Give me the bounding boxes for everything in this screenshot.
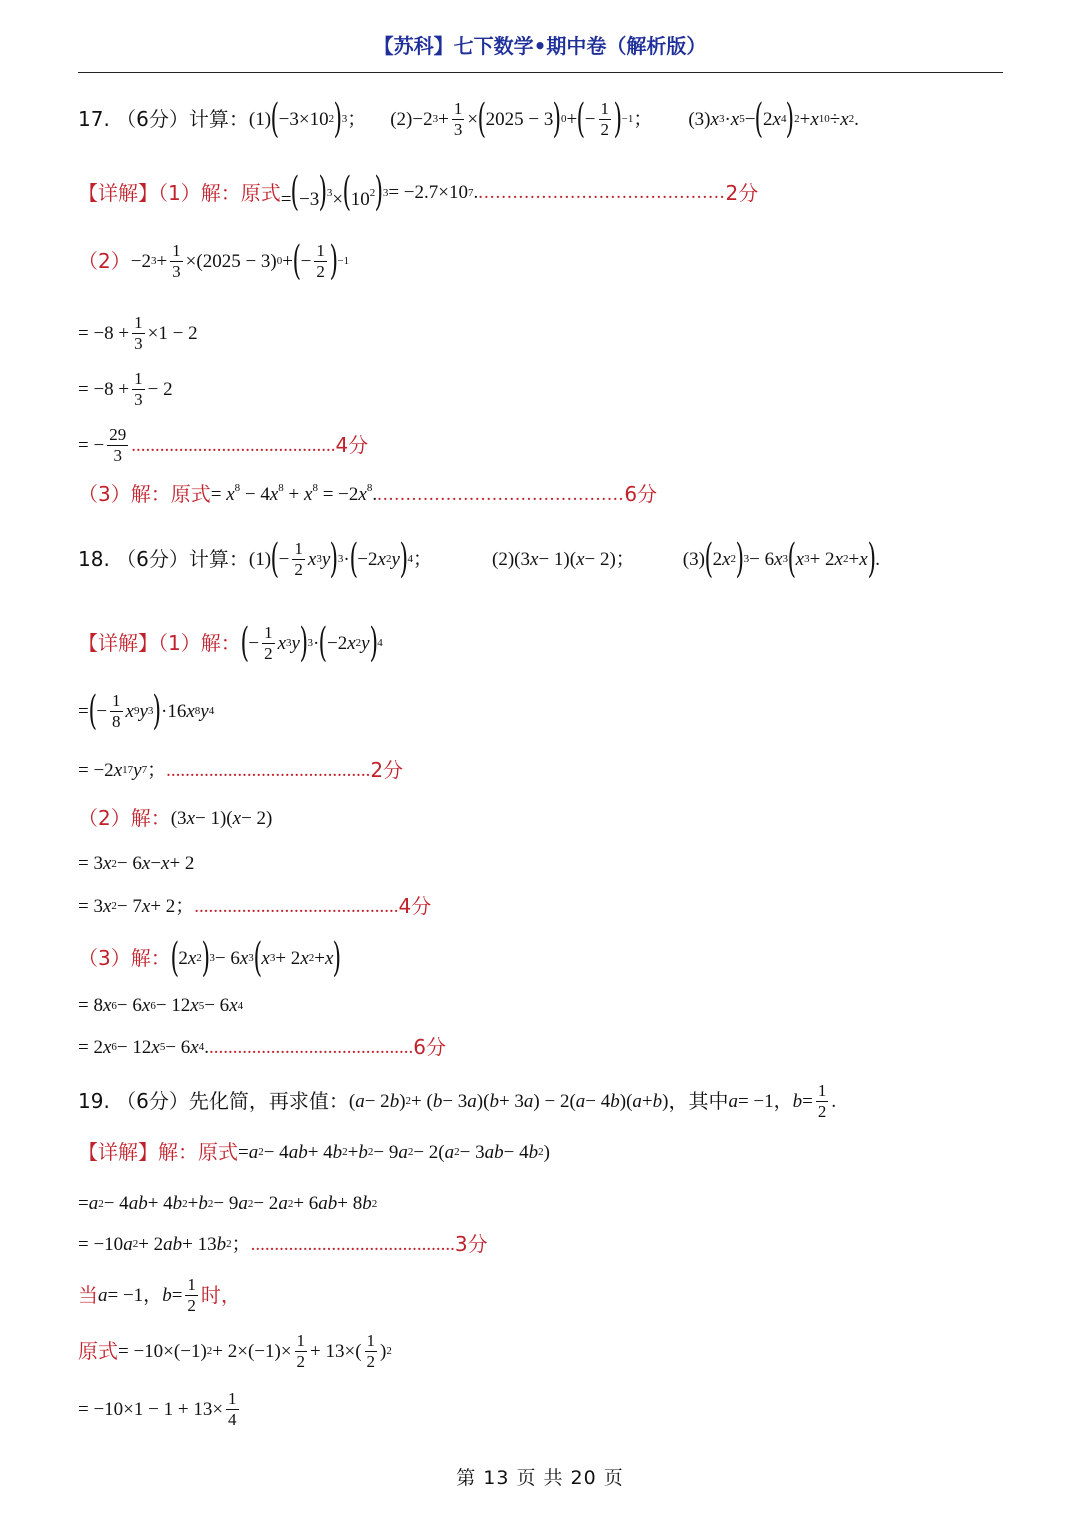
q17-solution-1: 【详解】（1）解：原式 $=(-3)^3\times(10^2)^3$ = −2.7×10 7 . ........................................... 2分 [78,169,759,215]
q18-step-d: = 3 x 2 − 7 x + 2； ........................................... 4分 [78,894,432,918]
q19-step-a: = a 2 − 4 ab + 4 b 2 + b 2 − 9 a 2 − 2 a 2 + 6 ab + 8 b 2 [78,1193,378,1214]
q18-step-a: = ( − $\frac{1}{8}$ x 9 y 3 ) ·16 x 8 y 4 [78,688,215,735]
q18-step-f: = 2 x 6 − 12 x 5 − 6 x 4 . ........................................... 6分 [78,1035,446,1059]
q17-step-b: = −8 + $\frac{1}{3}$ − 2 [78,369,173,409]
q18-solution-1: 【详解】（1）解： ( − $\frac{1}{2}$ x 3 y ) 3 · ( −2 x 2 y ) 4 [78,620,383,667]
q19-solution: 【详解】解：原式 = a 2 − 4 ab + 4 b 2 + b 2 − 9 a 2 − 2( a 2 − 3 ab − 4 b 2 ) [78,1140,550,1164]
q19-step-d: = −10×1 − 1 + 13× $\frac{1}{4}$ [78,1389,237,1429]
q18-solution-2: （2）解： (3 x − 1)( x − 2) [78,806,273,830]
q17-solution-2: （2） −2 3 + $\frac{1}{3}$ ×(2025 − 3) 0 + ( − $\frac{1}{2}$ ) −1 [78,238,350,285]
q19-stem: 19. （6分）先化简，再求值： ( a − 2 b ) 2 + ( b − 3 a )( b + 3 a ) − 2( a − 4 b )( a + b ) ，其中 a = −1， b = $\frac{1}{2}$ . [78,1081,837,1121]
q19-step-b: = −10 a 2 + 2 ab + 13 b 2 ； ........................................... 3分 [78,1232,488,1256]
q17-step-c: = − $\frac{29}{3}$ ........................................... 4分 [78,425,369,465]
q19-step-c: 原式 = −10×(−1) 2 + 2×(−1)× $\frac{1}{2}$ + 13×( $\frac{1}{2}$ ) 2 [78,1331,392,1371]
q18-step-c: = 3 x 2 − 6 x − x + 2 [78,853,195,874]
q17-stem: 17. （6分）计算： (1) ( −3×10 2 ) 3 ； (2) −2 3 + $\frac{1}{3}$ × ( 2025 − 3 ) 0 + ( − $\frac{1}{2}$ ) −1 ； (3) x 3 · x 5 − ( 2 x 4 ) 2 + x 10 ÷ x 2 . [78,96,859,143]
page-header: 【苏科】七下数学•期中卷（解析版） [373,34,707,58]
page-footer: 第 13 页 共 20 页 [456,1467,624,1489]
q19-when: 当 a = −1， b = $\frac{1}{2}$ 时， [78,1275,241,1315]
q17-step-a: = −8 + $\frac{1}{3}$ ×1 − 2 [78,313,198,353]
q18-step-e: = 8 x 6 − 6 x 6 − 12 x 5 − 6 x 4 [78,995,244,1016]
q17-solution-3: （3）解：原式 = $x^8 - 4x^8 + x^8 = -2x^8$. ........................................... 6分 [78,481,658,506]
q18-solution-3: （3）解： ( 2 x 2 ) 3 − 6 x 3 ( x 3 + 2 x 2 + x ) [78,935,342,981]
header-rule [78,72,1003,73]
q18-step-b: = −2 x 17 y 7 ； ........................................... 2分 [78,758,404,782]
q18-stem: 18. （6分）计算： (1) ( − $\frac{1}{2}$ x 3 y ) 3 · ( −2 x 2 y ) 4 ； (2) (3 x − 1)( x − 2)； (3) ( 2 x 2 ) 3 − 6 x 3 ( x 3 + 2 x 2 + x ) . [78,536,880,583]
